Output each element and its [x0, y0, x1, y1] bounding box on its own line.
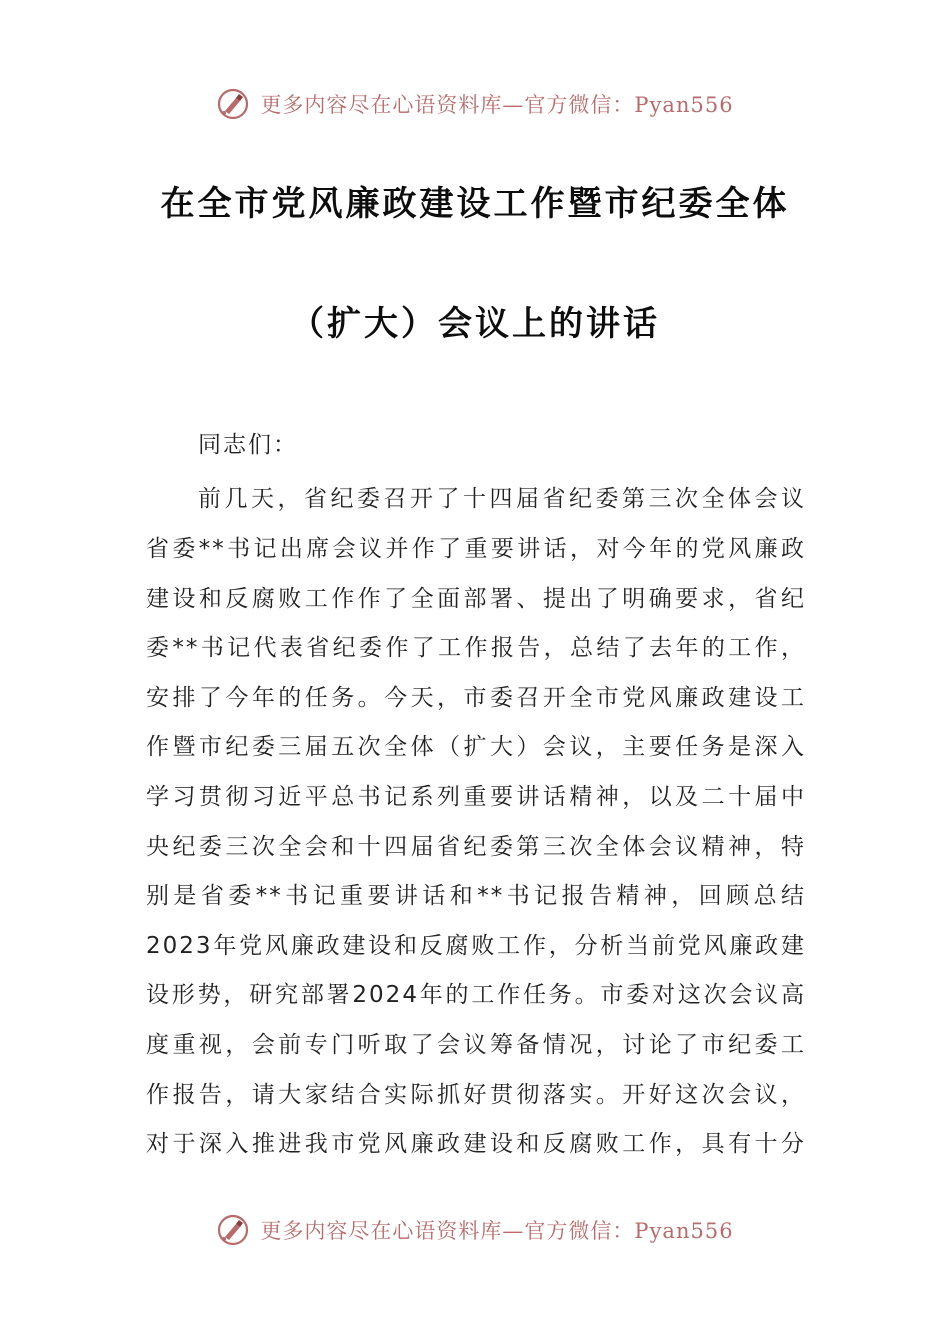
pen-nib-circle-icon: [216, 87, 250, 121]
paragraph-line: 省委**书记出席会议并作了重要讲话，对今年的党风廉政: [146, 536, 806, 562]
watermark-text: 更多内容尽在心语资料库—官方微信：Pyan556: [260, 1219, 734, 1243]
paragraph-line: 作报告，请大家结合实际抓好贯彻落实。开好这次会议，: [146, 1082, 806, 1108]
paragraph-line: 2023年党风廉政建设和反腐败工作，分析当前党风廉政建: [146, 933, 806, 959]
header-watermark: [0, 82, 950, 126]
paragraph-line: 设形势，研究部署2024年的工作任务。市委对这次会议高: [146, 982, 806, 1008]
pen-nib-circle-icon: [216, 1213, 250, 1247]
paragraph-line: 建设和反腐败工作作了全面部署、提出了明确要求，省纪: [146, 586, 806, 612]
paragraph-line: 度重视，会前专门听取了会议筹备情况，讨论了市纪委工: [146, 1032, 806, 1058]
document-title-line-2: （扩大）会议上的讲话: [290, 304, 660, 344]
watermark-text: 更多内容尽在心语资料库—官方微信：Pyan556: [260, 93, 734, 117]
paragraph-line: 委**书记代表省纪委作了工作报告，总结了去年的工作，: [146, 635, 806, 661]
paragraph-line: 安排了今年的任务。今天，市委召开全市党风廉政建设工: [146, 685, 806, 711]
paragraph-line: 学习贯彻习近平总书记系列重要讲话精神，以及二十届中: [146, 784, 806, 810]
paragraph-line: 作暨市纪委三届五次全体（扩大）会议，主要任务是深入: [146, 734, 806, 760]
paragraph-line: 对于深入推进我市党风廉政建设和反腐败工作，具有十分: [146, 1131, 806, 1157]
paragraph-line: 央纪委三次全会和十四届省纪委第三次全体会议精神，特: [146, 834, 806, 860]
salutation: 同志们：: [198, 432, 298, 458]
footer-watermark: [0, 1208, 950, 1252]
document-title-line-1: 在全市党风廉政建设工作暨市纪委全体: [160, 184, 790, 224]
paragraph-line: 前几天，省纪委召开了十四届省纪委第三次全体会议: [198, 486, 806, 512]
paragraph-line: 别是省委**书记重要讲话和**书记报告精神，回顾总结: [146, 883, 806, 909]
